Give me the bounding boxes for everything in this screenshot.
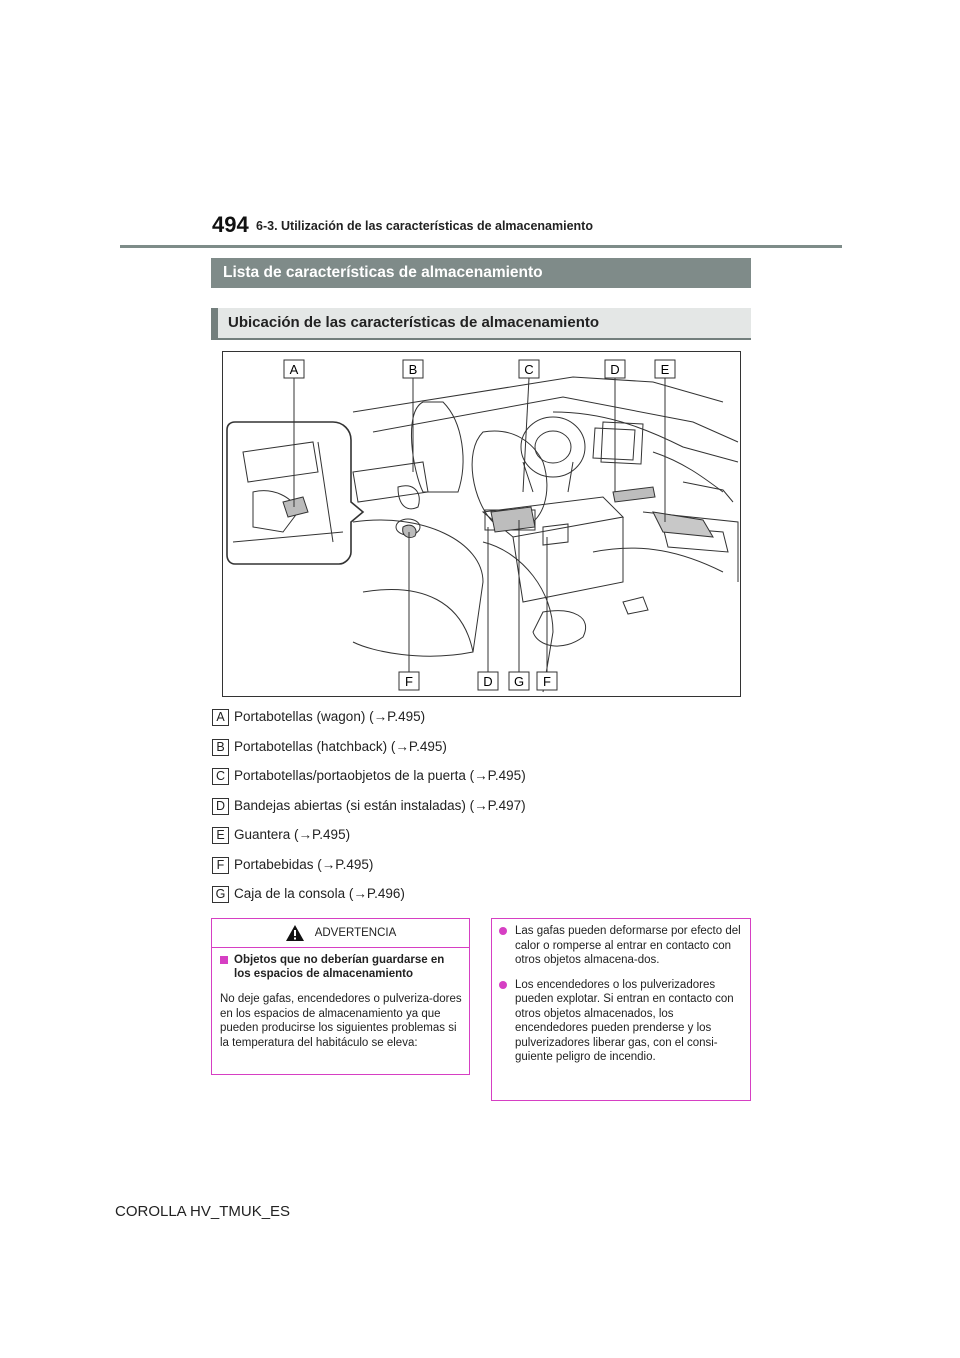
legend-letter: G — [212, 886, 229, 903]
legend-letter: F — [212, 857, 229, 874]
square-bullet-icon — [220, 956, 228, 964]
diagram-label-f1: F — [405, 674, 413, 689]
diagram-top-labels — [284, 360, 675, 378]
interior-diagram — [222, 351, 741, 697]
warning-subheading-text: Objetos que no deberían guardarse en los espacios de almacenamiento — [234, 954, 445, 980]
footer-model: COROLLA HV_TMUK_ES — [115, 1203, 291, 1220]
legend-text[interactable]: Portabotellas/portaobjetos de la puerta (→P.495) — [234, 768, 526, 783]
warning-heading: ADVERTENCIA — [314, 927, 397, 939]
warning-body: No deje gafas, encendedores o pulveriza-dores en los espacios de almacenamiento ya que pueden producirse los siguientes problemas si la temperatura del habitáculo se eleva: — [220, 993, 462, 1049]
info-bullet-text: Los encendedores o los pulverizadores pueden explotar. Si entran en contacto con otros objetos almacenados, los encendedores pueden prenderse y los pulverizadores liberar gas, con el consi-guiente peligro de incendio. — [515, 978, 734, 1063]
legend-letter: D — [212, 798, 229, 815]
legend-text[interactable]: Portabebidas (→P.495) — [234, 857, 374, 872]
bullet-dot-icon — [499, 981, 507, 989]
legend-item-e — [212, 824, 350, 846]
car-interior-illustration — [223, 352, 740, 696]
legend-text[interactable]: Portabotellas (wagon) (→P.495) — [234, 709, 426, 724]
warning-header — [212, 919, 469, 948]
legend-text[interactable]: Portabotellas (hatchback) (→P.495) — [234, 739, 447, 754]
legend-item-d — [212, 795, 526, 817]
page-title: Lista de características de almacenamiento — [211, 258, 751, 288]
legend-item-a — [212, 706, 425, 728]
diagram-label-d: D — [610, 362, 620, 377]
legend-item-b — [212, 736, 447, 758]
diagram-label-g: G — [513, 674, 525, 689]
warning-box — [211, 918, 470, 1075]
diagram-label-d2: D — [483, 674, 493, 689]
section-subtitle: Ubicación de las características de almacenamiento — [211, 308, 751, 340]
diagram-label-e: E — [660, 362, 670, 377]
legend-text[interactable]: Caja de la consola (→P.496) — [234, 886, 405, 901]
legend-item-c — [212, 765, 526, 787]
header-rule — [120, 245, 842, 248]
warning-triangle-icon — [285, 924, 305, 942]
bullet-dot-icon — [499, 927, 507, 935]
legend-letter: C — [212, 768, 229, 785]
diagram-bottom-labels — [399, 672, 557, 690]
legend-letter: E — [212, 827, 229, 844]
legend-letter: A — [212, 709, 229, 726]
info-bullet — [499, 978, 742, 1065]
legend-text[interactable]: Bandejas abiertas (si están instaladas) (→P.497) — [234, 798, 526, 813]
info-bullet — [499, 924, 742, 968]
section-header: 6-3. Utilización de las características de almacenamiento — [256, 219, 593, 233]
info-bullet-text: Las gafas pueden deformarse por efecto del calor o romperse al entrar en contacto con otros objetos almacena-dos. — [515, 925, 741, 966]
diagram-label-f2: F — [543, 674, 551, 689]
legend-item-g — [212, 883, 405, 905]
diagram-label-a: A — [289, 362, 299, 377]
info-box — [491, 918, 751, 1101]
legend-letter: B — [212, 739, 229, 756]
warning-subheading — [220, 953, 464, 981]
diagram-label-b: B — [408, 362, 418, 377]
legend-text[interactable]: Guantera (→P.495) — [234, 827, 351, 842]
page-number: 494 — [212, 212, 249, 237]
diagram-label-c: C — [524, 362, 534, 377]
legend-item-f — [212, 854, 373, 876]
